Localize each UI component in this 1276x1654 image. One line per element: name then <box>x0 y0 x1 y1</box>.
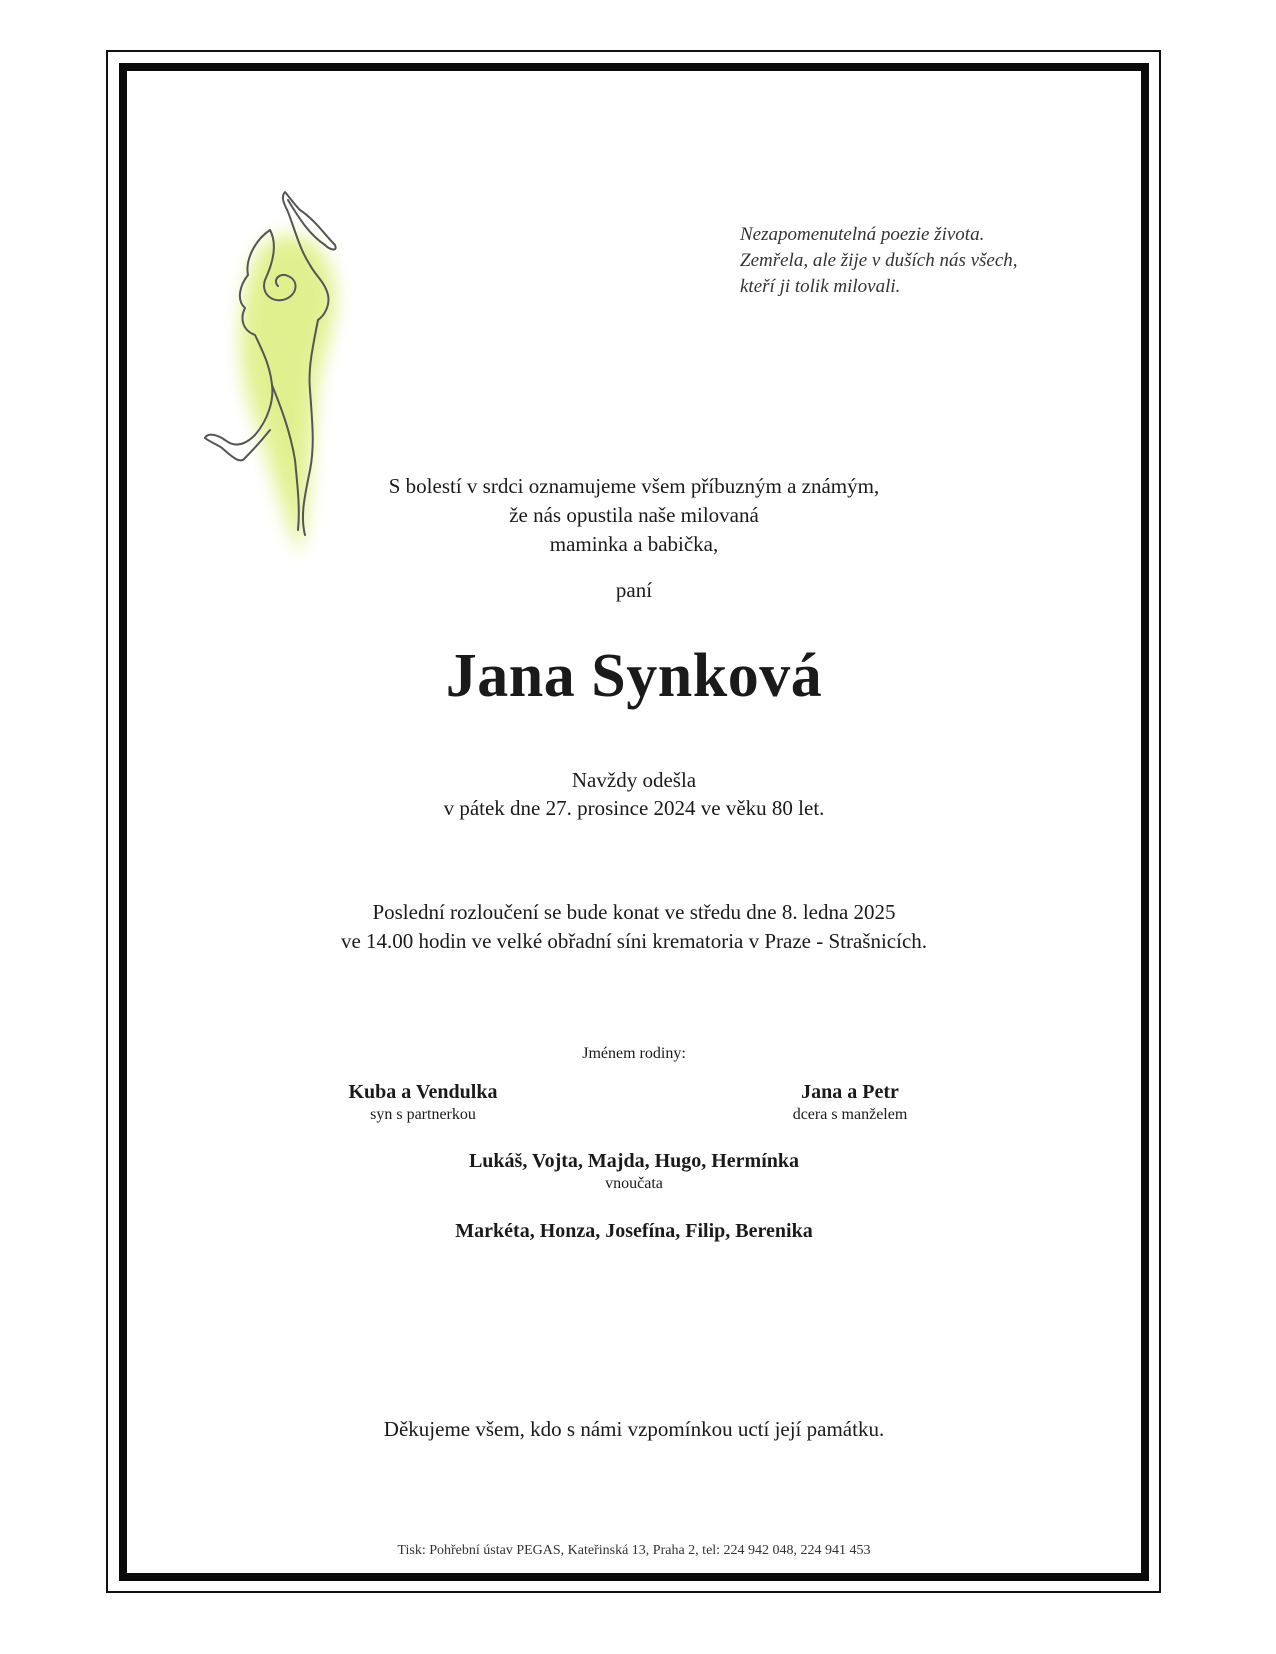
farewell-line: Poslední rozloučení se bude konat ve středu dne 8. ledna 2025 <box>372 900 896 924</box>
grandchildren-relation: vnoučata <box>605 1175 663 1192</box>
thanks-note: Děkujeme všem, kdo s námi vzpomínkou uctí její památku. <box>383 1417 885 1441</box>
family-member-names: Jana a Petr <box>801 1081 899 1103</box>
family-member-relation: dcera s manželem <box>792 1106 908 1123</box>
farewell-info <box>119 898 1149 956</box>
passing-line: Navždy odešla <box>571 768 697 792</box>
family-member-relation: syn s partnerkou <box>370 1106 476 1123</box>
family-member-son <box>253 1079 593 1125</box>
family-member-names: Kuba a Vendulka <box>348 1081 498 1103</box>
intro-line: maminka a babička, <box>549 532 719 556</box>
family-heading: Jménem rodiny: <box>582 1045 686 1062</box>
family-member-daughter <box>680 1079 1020 1125</box>
farewell-line: ve 14.00 hodin ve velké obřadní síni krematoria v Praze - Strašnicích. <box>340 929 928 953</box>
great-grandchildren-names: Markéta, Honza, Josefína, Filip, Berenika <box>455 1220 813 1242</box>
announcement-intro <box>119 472 1149 559</box>
printer-credit: Tisk: Pohřební ústav PEGAS, Kateřinská 13, Praha 2, tel: 224 942 048, 224 941 453 <box>397 1543 871 1558</box>
motto-line: Nezapomenutelná poezie života. <box>740 224 985 245</box>
grandchildren <box>119 1148 1149 1194</box>
deceased-name: Jana Synková <box>445 642 823 710</box>
passing-line: v pátek dne 27. prosince 2024 ve věku 80 let. <box>443 796 825 820</box>
passing-info <box>119 766 1149 822</box>
title-prefix: paní <box>615 578 653 602</box>
motto <box>740 222 1100 300</box>
intro-line: že nás opustila naše milovaná <box>509 503 759 527</box>
motto-line: kteří ji tolik milovali. <box>740 276 901 297</box>
intro-line: S bolestí v srdci oznamujeme všem příbuzným a známým, <box>388 474 880 498</box>
motto-line: Zemřela, ale žije v duších nás všech, <box>740 250 1018 271</box>
grandchildren-names: Lukáš, Vojta, Majda, Hugo, Hermínka <box>468 1150 800 1172</box>
